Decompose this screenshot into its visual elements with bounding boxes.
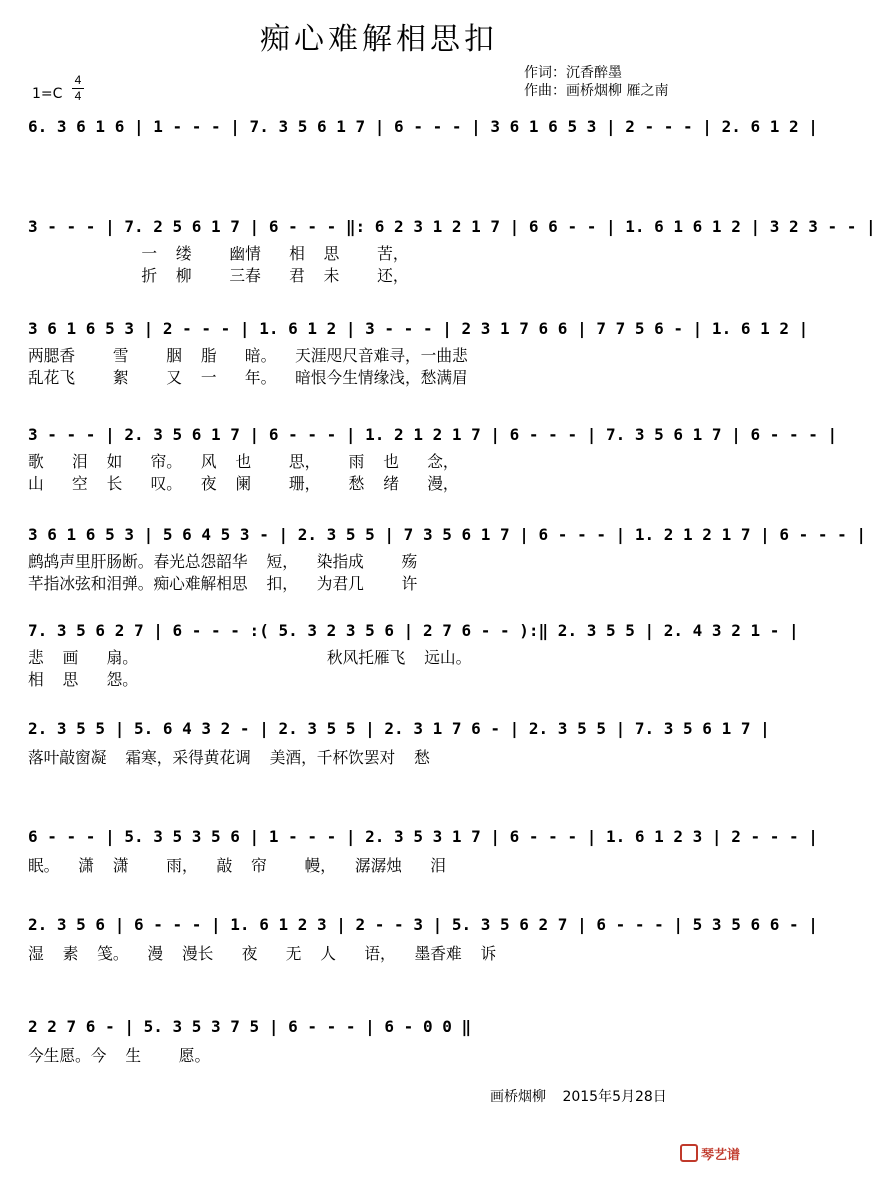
signature [490,1086,667,1106]
lyric-line: 乱花飞 絮 又 一 年。 暗恨今生情缘浅，愁满眉 [28,368,468,387]
lyric-line: 鹧鸪声里肝肠断。春光总怨韶华 短， 染指成 殇 [28,552,418,571]
notation-line: 3 - - - | 2. 3 5 6 1 7 | 6 - - - | 1. 2 1 2 1 7 | 6 - - - | 7. 3 5 6 1 7 | 6 - - - | [28,425,838,444]
notation-line: 3 6 1 6 5 3 | 5 6 4 5 3 - | 2. 3 5 5 | 7 3 5 6 1 7 | 6 - - - | 1. 2 1 2 1 7 | 6 - - - | [28,525,867,544]
lyric-line: 折 柳 三春 君 未 还， [28,266,409,285]
logo-icon [680,1144,698,1162]
lyric-line: 歌 泪 如 帘。 风 也 思， 雨 也 念， [28,452,459,471]
lyric-line: 湿 素 笺。 漫 漫长 夜 无 人 语， 墨香难 诉 [28,944,497,963]
composer: 作曲：画桥烟柳 雁之南 [524,83,669,99]
site-logo [680,1144,740,1163]
time-signature-top: 4 [74,73,82,87]
notation-line: 6 - - - | 5. 3 5 3 5 6 | 1 - - - | 2. 3 5 3 1 7 | 6 - - - | 1. 6 1 2 3 | 2 - - - | [28,827,818,846]
notation-line: 7. 3 5 6 2 7 | 6 - - - :( 5. 3 2 3 5 6 | 2 7 6 - - ):‖ 2. 3 5 5 | 2. 4 3 2 1 - | [28,621,799,640]
credits [524,64,668,100]
key-signature: 1=C [32,86,63,102]
time-signature [72,74,84,103]
lyric-line: 眠。 潇 潇 雨， 敲 帘 幔， 潺潺烛 泪 [28,856,446,875]
lyric-line: 山 空 长 叹。 夜 阑 珊， 愁 绪 漫， [28,474,459,493]
signature-author: 画桥烟柳 [490,1089,546,1105]
notation-line: 2. 3 5 6 | 6 - - - | 1. 6 1 2 3 | 2 - - 3 | 5. 3 5 6 2 7 | 6 - - - | 5 3 5 6 6 - | [28,915,818,934]
signature-date: 2015年5月28日 [562,1089,667,1105]
notation-line: 6. 3 6 1 6 | 1 - - - | 7. 3 5 6 1 7 | 6 - - - | 3 6 1 6 5 3 | 2 - - - | 2. 6 1 2 | [28,117,818,136]
lyric-line: 一 缕 幽情 相 思 苦， [28,244,409,263]
lyric-line: 悲 画 扇。 秋风托雁飞 远山。 [28,648,472,667]
lyric-line: 落叶敲窗凝 霜寒，采得黄花调 美酒，千杯饮罢对 愁 [28,748,430,767]
notation-line: 3 - - - | 7. 2 5 6 1 7 | 6 - - - ‖: 6 2 3 1 2 1 7 | 6 6 - - | 1. 6 1 6 1 2 | 3 2 3 - - | [28,217,876,236]
lyric-line: 两腮香 雪 胭 脂 暗。 天涯咫尺音难寻，一曲悲 [28,346,468,365]
lyric-line: 芊指冰弦和泪弹。痴心难解相思 扣， 为君几 许 [28,574,418,593]
notation-line: 3 6 1 6 5 3 | 2 - - - | 1. 6 1 2 | 3 - - - | 2 3 1 7 6 6 | 7 7 5 6 - | 1. 6 1 2 | [28,319,809,338]
lyricist: 作词：沉香醉墨 [524,65,622,81]
time-signature-bottom: 4 [74,89,82,103]
song-title: 痴心难解相思扣 [260,22,498,57]
notation-line: 2 2 7 6 - | 5. 3 5 3 7 5 | 6 - - - | 6 - 0 0 ‖ [28,1017,472,1036]
lyric-line: 今生愿。今 生 愿。 [28,1046,211,1065]
logo-text: 琴艺谱 [701,1148,741,1163]
notation-line: 2. 3 5 5 | 5. 6 4 3 2 - | 2. 3 5 5 | 2. 3 1 7 6 - | 2. 3 5 5 | 7. 3 5 6 1 7 | [28,719,770,738]
lyric-line: 相 思 怨。 [28,670,138,689]
